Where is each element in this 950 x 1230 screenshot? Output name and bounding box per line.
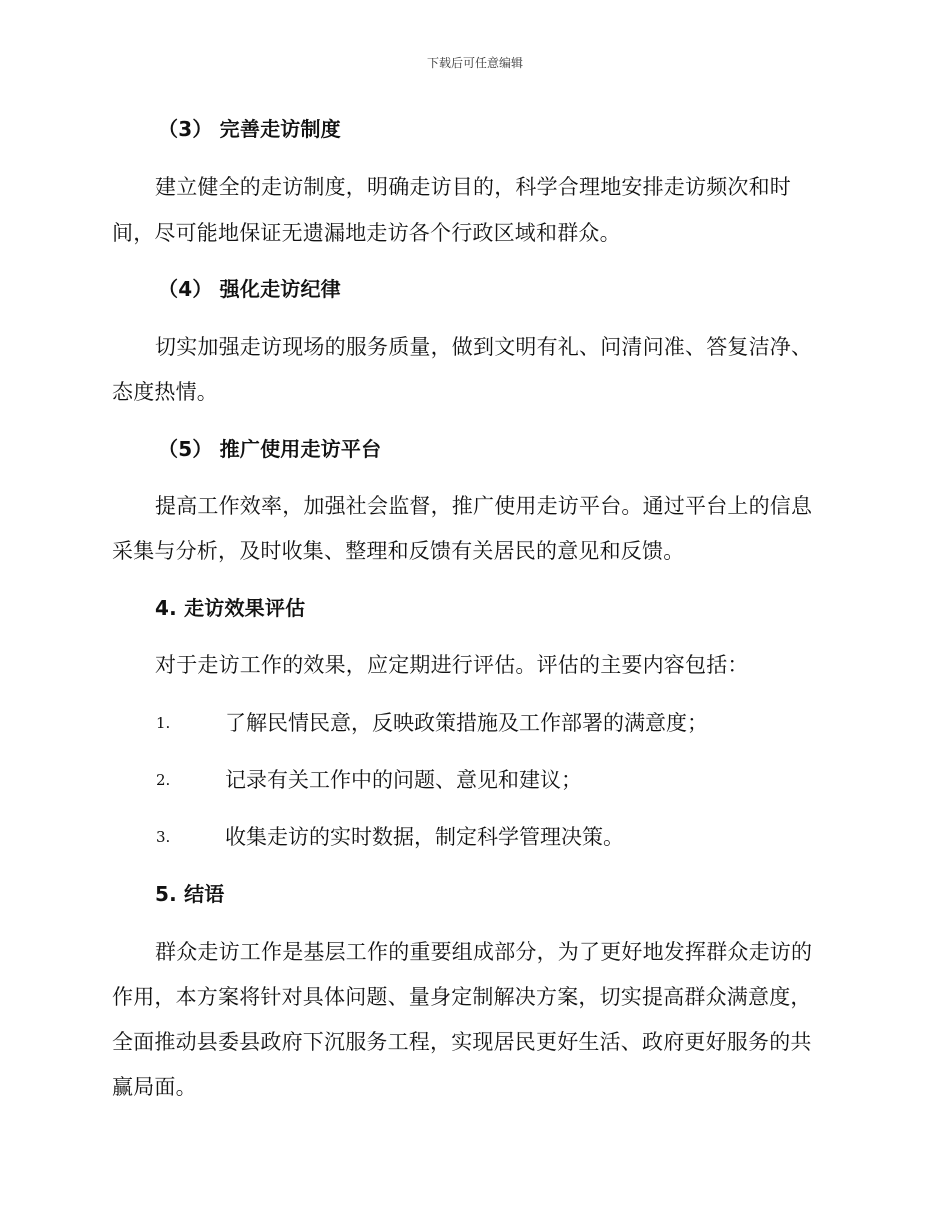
section-heading-conclusion: 5. 结语 (155, 882, 225, 906)
paragraph-line: 态度热情。 (112, 380, 218, 404)
section-heading-4: （4） 强化走访纪律 (158, 277, 341, 301)
paragraph-line: 作用，本方案将针对具体问题、量身定制解决方案，切实提高群众满意度， (112, 985, 812, 1009)
paragraph-line: 全面推动县委县政府下沉服务工程，实现居民更好生活、政府更好服务的共 (112, 1030, 812, 1054)
list-item-text: 了解民情民意，反映政策措施及工作部署的满意度； (225, 711, 708, 735)
evaluation-intro: 对于走访工作的效果，应定期进行评估。评估的主要内容包括： (155, 653, 749, 677)
paragraph-line: 赢局面。 (112, 1075, 197, 1099)
section-heading-5: （5） 推广使用走访平台 (158, 437, 382, 461)
paragraph-line: 切实加强走访现场的服务质量，做到文明有礼、问清问准、答复洁净、 (155, 335, 813, 359)
page-header: 下载后可任意编辑 (426, 56, 523, 70)
section-heading-evaluation: 4. 走访效果评估 (155, 596, 306, 620)
list-item-number: 2. (156, 771, 171, 789)
paragraph-line: 群众走访工作是基层工作的重要组成部分，为了更好地发挥群众走访的 (155, 940, 813, 964)
list-item-number: 3. (156, 828, 171, 846)
paragraph-line: 采集与分析，及时收集、整理和反馈有关居民的意见和反馈。 (112, 539, 685, 563)
list-item-text: 收集走访的实时数据，制定科学管理决策。 (225, 825, 624, 849)
list-item-text: 记录有关工作中的问题、意见和建议； (225, 768, 582, 792)
paragraph-line: 建立健全的走访制度，明确走访目的，科学合理地安排走访频次和时 (155, 175, 791, 199)
list-item-number: 1. (156, 714, 171, 732)
paragraph-line: 间，尽可能地保证无遗漏地走访各个行政区域和群众。 (112, 221, 621, 245)
paragraph-line: 提高工作效率，加强社会监督，推广使用走访平台。通过平台上的信息 (155, 494, 813, 518)
section-heading-3: （3） 完善走访制度 (158, 117, 341, 141)
